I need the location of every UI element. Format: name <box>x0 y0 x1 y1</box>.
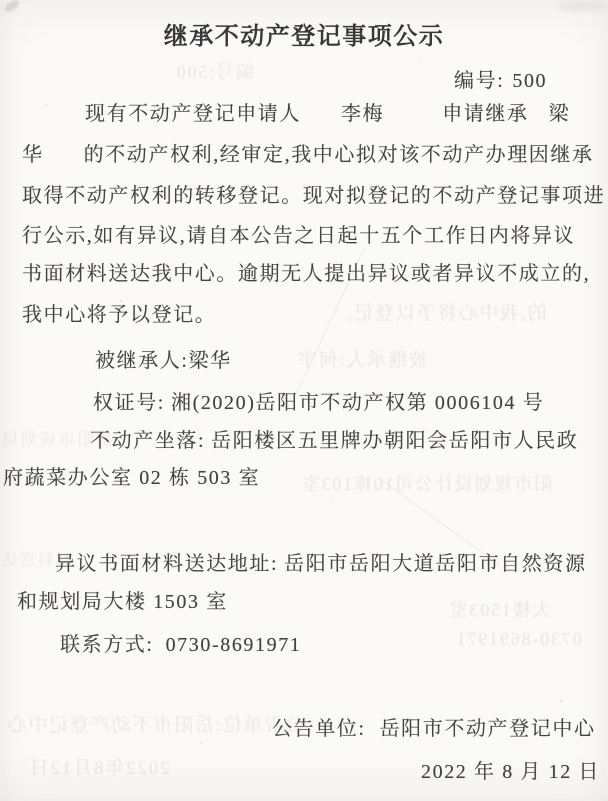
bleed-through-text: 编号:500 <box>175 62 254 82</box>
body-line-6: 我中心将予以登记。 <box>22 304 217 326</box>
bleed-through-text: 大楼1503室 <box>448 600 551 620</box>
bleed-through-text: 的,我中心将予以登记。 <box>332 303 547 324</box>
doc-number-value: 500 <box>512 70 548 92</box>
location-value-line1: 岳阳楼区五里牌办朝阳会岳阳市人民政 <box>211 430 579 452</box>
objection-address-field <box>55 547 587 576</box>
scan-speckles <box>0 0 2 2</box>
decedent-name-part2: 华 <box>22 144 44 166</box>
contact-label: 联系方式: <box>60 634 154 656</box>
applicant-intro-text: 现有不动产登记申请人 <box>85 103 301 125</box>
decedent-field <box>95 344 232 373</box>
bleed-through-text: 公告单位:岳阳市不动产登记中心 <box>6 715 305 736</box>
certificate-label: 权证号: <box>93 392 165 414</box>
applicant-name: 李梅 <box>341 103 385 125</box>
body-line-1 <box>22 97 570 126</box>
issuer-label: 公告单位: <box>272 718 366 740</box>
bleed-through-text: 2022年8月12日 <box>28 758 170 779</box>
bleed-through-text: 材料送达 <box>0 552 72 569</box>
notice-date: 2022 年 8 月 12 日 <box>421 761 600 783</box>
scan-smudge <box>556 0 606 12</box>
bleed-through-text: 被继承人:何宇 <box>296 350 428 371</box>
contact-field <box>60 628 301 657</box>
bleed-through-text: 阳市规划设计公司10栋103室 <box>300 474 552 494</box>
objection-label: 异议书面材料送达地址: <box>55 553 279 575</box>
decedent-label: 被继承人: <box>95 350 189 372</box>
property-location-field <box>90 424 578 453</box>
scan-smudge <box>3 0 21 14</box>
body-line-3: 取得不动产权利的转移登记。现对拟登记的不动产登记事项进 <box>22 185 606 207</box>
doc-number-label: 编号: <box>454 70 505 92</box>
location-label: 不动产坐落: <box>90 430 206 452</box>
bleed-through-text: 0730-8691971 <box>455 629 582 649</box>
certificate-value: 湘(2020)岳阳市不动产权第 0006104 号 <box>170 392 545 414</box>
body-line-2 <box>22 138 594 167</box>
certificate-number-field <box>93 386 544 415</box>
issuer-name: 岳阳市不动产登记中心 <box>379 718 596 740</box>
property-location-continued: 府蔬菜办公室 02 栋 503 室 <box>3 467 261 489</box>
contact-phone-number: 0730-8691971 <box>165 634 302 656</box>
decedent-name-part1: 梁 <box>548 103 571 125</box>
body-line-2-text: 的不动产权利,经审定,我中心拟对该不动产办理因继承 <box>83 144 594 166</box>
body-line-4: 行公示,如有异议,请自本公告之日起十五个工作日内将异议 <box>22 225 576 247</box>
decedent-value: 梁华 <box>188 350 232 372</box>
objection-address-continued: 和规划局大楼 1503 室 <box>17 591 228 613</box>
apply-phrase: 申请继承 <box>442 103 529 125</box>
notice-title: 继承不动产登记事项公示 <box>163 23 445 50</box>
bleed-through-text: 岳阳市规划局 <box>0 430 113 449</box>
doc-number <box>454 64 547 93</box>
objection-value-line1: 岳阳市岳阳大道岳阳市自然资源 <box>284 553 587 575</box>
issuer-field <box>272 712 596 741</box>
body-line-5: 书面材料送达我中心。逾期无人提出异议或者异议不成立的, <box>22 263 591 285</box>
